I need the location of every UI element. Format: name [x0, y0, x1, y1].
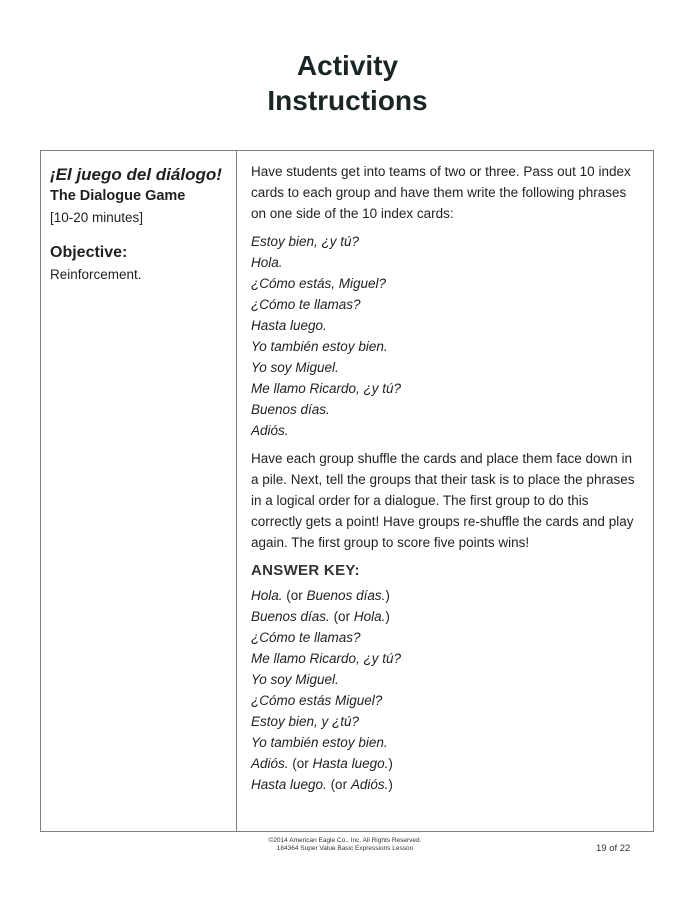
- page-title: [0, 48, 695, 118]
- answer-segment: ): [388, 777, 393, 792]
- phrase-list: [251, 231, 636, 441]
- phrase-item: Yo soy Miguel.: [251, 360, 339, 375]
- activity-box: [40, 150, 654, 832]
- answer-key-heading: ANSWER KEY:: [251, 562, 360, 579]
- answer-segment: ): [385, 609, 390, 624]
- answer-segment: ¿Cómo te llamas?: [251, 630, 361, 645]
- objective-text: Reinforcement.: [50, 267, 142, 282]
- answer-segment: Hasta luego.: [251, 777, 327, 792]
- answer-item: [251, 690, 636, 711]
- footer-copyright: [220, 837, 470, 853]
- answer-segment: Adiós.: [350, 777, 389, 792]
- phrase-item: Yo también estoy bien.: [251, 339, 388, 354]
- answer-item: [251, 669, 636, 690]
- phrase-item: Buenos días.: [251, 402, 330, 417]
- phrase-item: ¿Cómo te llamas?: [251, 297, 361, 312]
- answer-item: [251, 711, 636, 732]
- answer-segment: (or: [282, 588, 307, 603]
- answer-segment: ¿Cómo estás Miguel?: [251, 693, 383, 708]
- phrase-item: ¿Cómo estás, Miguel?: [251, 276, 387, 291]
- answer-item: [251, 585, 636, 606]
- answer-segment: Yo también estoy bien.: [251, 735, 388, 750]
- answer-item: [251, 774, 636, 795]
- answer-segment: Hola.: [353, 609, 386, 624]
- answer-segment: Hasta luego.: [312, 756, 389, 771]
- answer-key-list: [251, 585, 636, 795]
- phrase-item: Hasta luego.: [251, 318, 327, 333]
- answer-item: [251, 732, 636, 753]
- activity-spanish-title: ¡El juego del diálogo!: [50, 165, 222, 184]
- answer-segment: Me llamo Ricardo, ¿y tú?: [251, 651, 402, 666]
- answer-segment: Buenos días.: [306, 588, 386, 603]
- answer-segment: Yo soy Miguel.: [251, 672, 339, 687]
- title-line-1: Activity: [296, 50, 399, 81]
- answer-segment: Hola.: [251, 588, 283, 603]
- product-code: 184364 Super Value Basic Expressions Lesson: [276, 845, 414, 852]
- answer-item: [251, 753, 636, 774]
- column-divider: [236, 151, 237, 831]
- answer-item: [251, 606, 636, 627]
- left-column: [50, 164, 230, 285]
- phrase-item: Me llamo Ricardo, ¿y tú?: [251, 381, 402, 396]
- title-line-2: Instructions: [267, 85, 428, 116]
- objective-heading: Objective:: [50, 244, 128, 261]
- page-number: 19 of 22: [596, 843, 631, 854]
- phrase-item: Hola.: [251, 255, 283, 270]
- answer-segment: Buenos días.: [251, 609, 330, 624]
- answer-item: [251, 627, 636, 648]
- answer-item: [251, 648, 636, 669]
- duration: [10-20 minutes]: [50, 210, 144, 225]
- right-column: [251, 161, 636, 795]
- intro-paragraph: Have students get into teams of two or three. Pass out 10 index cards to each group and have them write the following phrases on one side of the 10 index cards:: [251, 164, 631, 221]
- answer-segment: (or: [326, 777, 351, 792]
- phrase-item: Adiós.: [251, 423, 289, 438]
- activity-english-title: The Dialogue Game: [50, 188, 186, 204]
- answer-segment: (or: [329, 609, 354, 624]
- copyright: ©2014 American Eagle Co., Inc. All Rights Reserved.: [268, 837, 422, 844]
- answer-segment: ): [388, 756, 393, 771]
- instructions-paragraph: Have each group shuffle the cards and place them face down in a pile. Next, tell the groups that their task is to place the phrases in a logical order for a dialogue. The first group to do this correctly gets a point! Have groups re-shuffle the cards and play again. The first group to score five points wins!: [251, 451, 635, 550]
- answer-segment: ): [385, 588, 390, 603]
- answer-segment: Estoy bien, y ¿tú?: [251, 714, 360, 729]
- answer-segment: (or: [288, 756, 313, 771]
- answer-segment: Adiós.: [251, 756, 289, 771]
- phrase-item: Estoy bien, ¿y tú?: [251, 234, 360, 249]
